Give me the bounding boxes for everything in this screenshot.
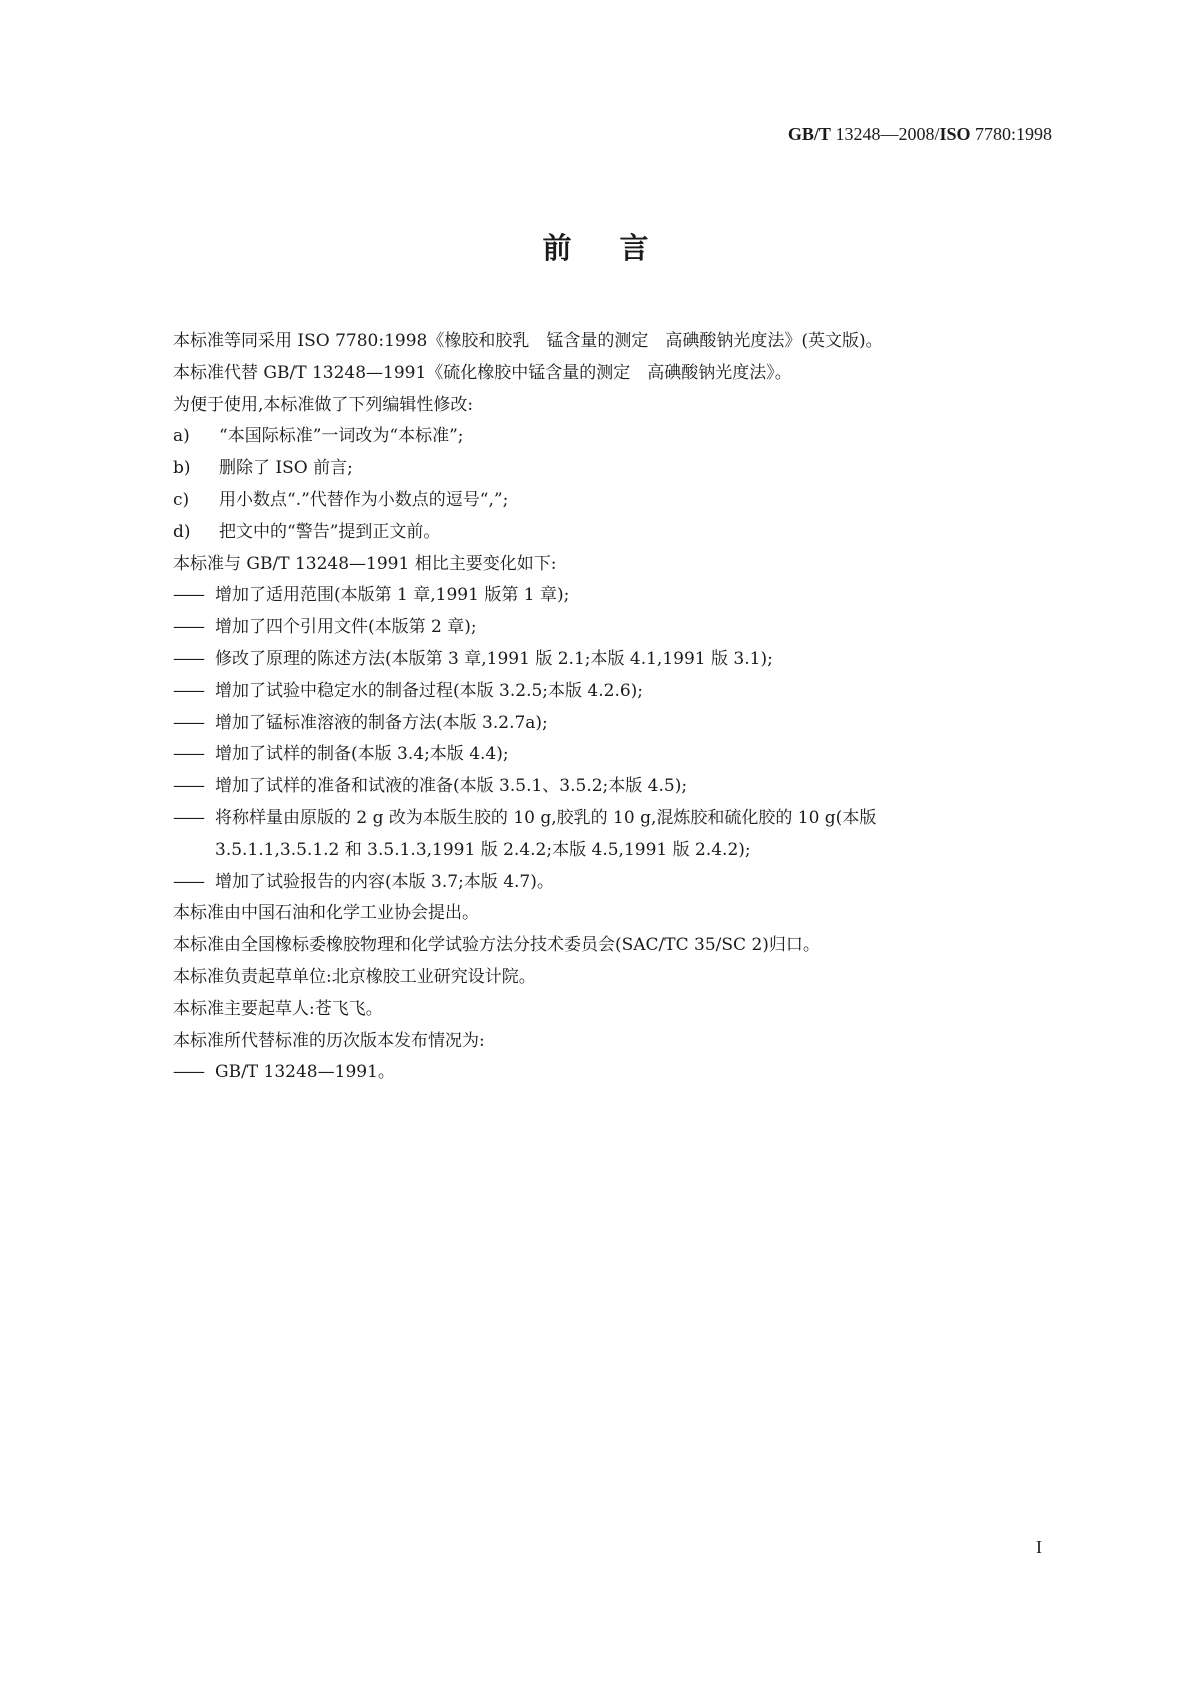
edit-item xyxy=(173,485,1063,517)
edit-item xyxy=(173,517,1063,549)
edit-marker: a) xyxy=(173,426,190,447)
paragraph-history-intro: 本标准所代替标准的历次版本发布情况为: xyxy=(173,1030,485,1051)
page-title: 前言 xyxy=(542,231,697,265)
edit-text: 用小数点“.”代替作为小数点的逗号“,”; xyxy=(219,489,509,510)
code-iso-number: 7780:1998 xyxy=(974,124,1052,144)
code-gbt: GB/T xyxy=(787,124,831,144)
change-text: 增加了试样的制备(本版 3.4;本版 4.4); xyxy=(215,744,509,765)
code-iso: ISO xyxy=(939,124,971,144)
change-text: 增加了试验中稳定水的制备过程(本版 3.2.5;本版 4.2.6); xyxy=(215,680,644,701)
dash-mark: —— xyxy=(173,1062,203,1083)
change-item xyxy=(173,580,1063,612)
change-item xyxy=(173,867,1063,899)
edit-text: 把文中的“警告”提到正文前。 xyxy=(219,521,441,542)
dash-mark: —— xyxy=(173,712,203,733)
dash-mark: —— xyxy=(173,807,203,828)
paragraph-adoption: 本标准等同采用 ISO 7780:1998《橡胶和胶乳 锰含量的测定 高碘酸钠光度法》(英文版)。 xyxy=(173,331,883,351)
change-item xyxy=(173,644,1063,676)
paragraph-centralized: 本标准由全国橡标委橡胶物理和化学试验方法分技术委员会(SAC/TC 35/SC 2)归口。 xyxy=(173,935,820,956)
dash-mark: —— xyxy=(173,585,203,606)
dash-mark: —— xyxy=(173,680,203,701)
paragraph-drafter: 本标准主要起草人:苍飞飞。 xyxy=(173,998,383,1019)
dash-mark: —— xyxy=(173,871,203,892)
paragraph-edits-intro: 为便于使用,本标准做了下列编辑性修改: xyxy=(173,394,474,415)
edit-item xyxy=(173,453,1063,485)
foreword-body xyxy=(173,326,1063,1089)
dash-mark: —— xyxy=(173,744,203,765)
change-item-sample-mass xyxy=(173,803,1063,835)
dash-mark: —— xyxy=(173,648,203,669)
change-item-sample-mass-continuation: 3.5.1.1,3.5.1.2 和 3.5.1.3,1991 版 2.4.2;本版 4.5,1991 版 2.4.2); xyxy=(215,839,751,860)
change-item xyxy=(173,708,1063,740)
edit-marker: d) xyxy=(173,521,191,542)
change-item xyxy=(173,739,1063,771)
change-text: 增加了试验报告的内容(本版 3.7;本版 4.7)。 xyxy=(215,871,554,892)
code-number: 13248—2008/ xyxy=(835,124,940,144)
change-item xyxy=(173,771,1063,803)
page-number: I xyxy=(1036,1537,1042,1557)
change-item xyxy=(173,676,1063,708)
history-item xyxy=(173,1057,1063,1089)
change-text: 将称样量由原版的 2 g 改为本版生胶的 10 g,胶乳的 10 g,混炼胶和硫化胶的 10 g(本版 xyxy=(215,807,877,828)
dash-mark: —— xyxy=(173,617,203,638)
change-text: 增加了四个引用文件(本版第 2 章); xyxy=(215,617,477,638)
edit-item xyxy=(173,421,1063,453)
edit-text: “本国际标准”一词改为“本标准”; xyxy=(219,426,464,447)
change-text: 增加了锰标准溶液的制备方法(本版 3.2.7a); xyxy=(215,712,548,733)
change-text: 增加了试样的准备和试液的准备(本版 3.5.1、3.5.2;本版 4.5); xyxy=(215,776,688,797)
paragraph-drafting-unit: 本标准负责起草单位:北京橡胶工业研究设计院。 xyxy=(173,966,536,987)
change-text: 增加了适用范围(本版第 1 章,1991 版第 1 章); xyxy=(215,585,570,606)
change-text: 修改了原理的陈述方法(本版第 3 章,1991 版 2.1;本版 4.1,1991 版 3.1); xyxy=(215,648,773,669)
standard-code-header xyxy=(788,124,1052,145)
edit-text: 删除了 ISO 前言; xyxy=(219,458,353,479)
history-text: GB/T 13248—1991。 xyxy=(215,1062,395,1083)
dash-mark: —— xyxy=(173,776,203,797)
paragraph-changes-intro: 本标准与 GB/T 13248—1991 相比主要变化如下: xyxy=(173,553,557,574)
paragraph-proposer: 本标准由中国石油和化学工业协会提出。 xyxy=(173,903,479,924)
edit-marker: c) xyxy=(173,489,190,510)
change-item xyxy=(173,612,1063,644)
edit-marker: b) xyxy=(173,458,191,479)
paragraph-replacement: 本标准代替 GB/T 13248—1991《硫化橡胶中锰含量的测定 高碘酸钠光度法》。 xyxy=(173,362,792,383)
